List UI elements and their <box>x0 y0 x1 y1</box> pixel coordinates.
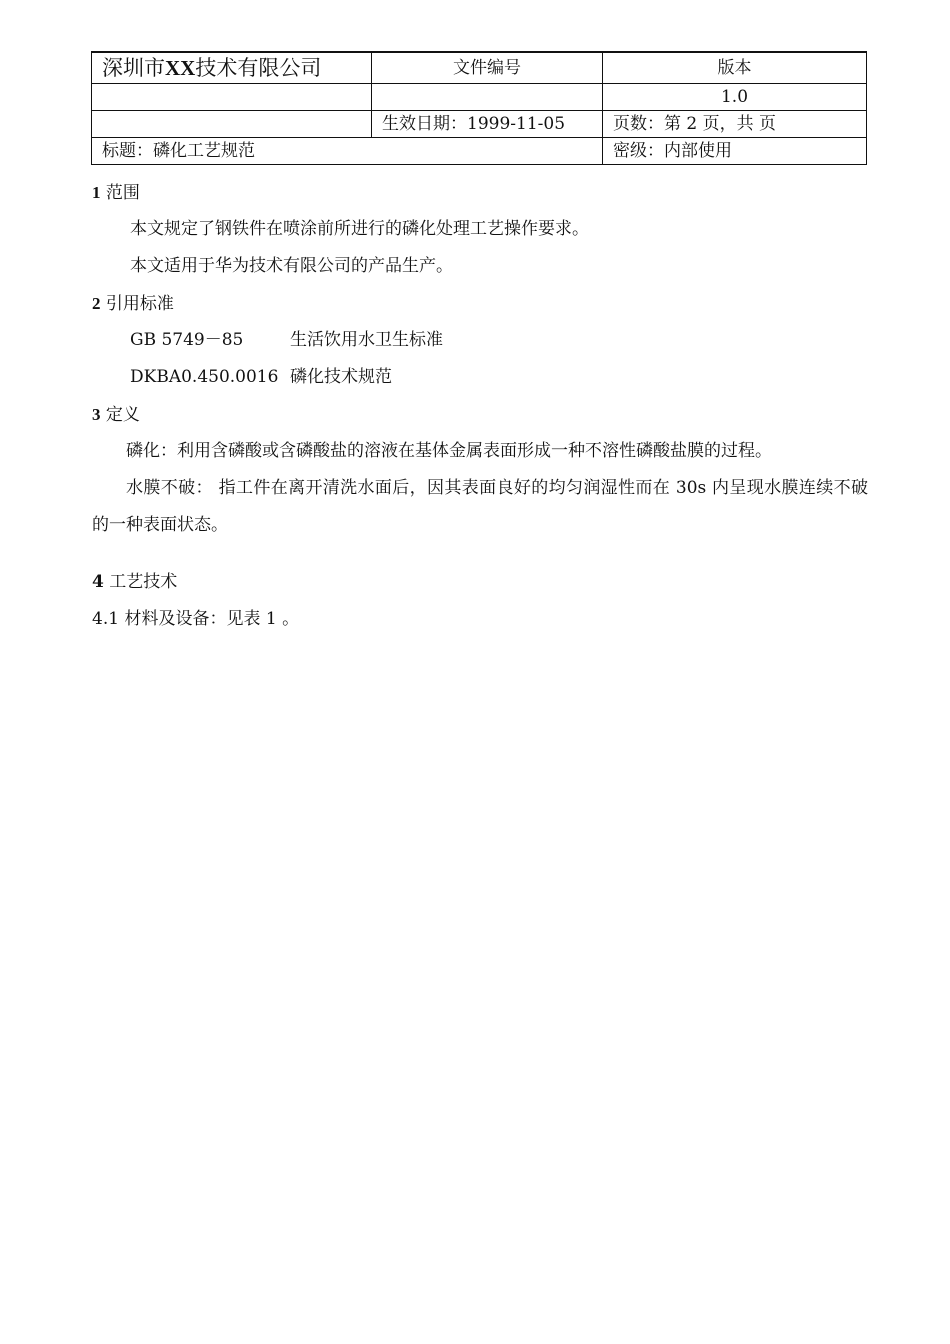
definition-water-break-free: 水膜不破： 指工件在离开清洗水面后，因其表面良好的均匀润湿性而在 30s 内呈现水膜连续不破的一种表面状态。 <box>92 478 868 535</box>
reference-standard-item <box>92 322 868 359</box>
reference-code: DKBA0.450.0016 <box>130 367 279 387</box>
document-body <box>92 174 868 638</box>
subsection-4-1: 4.1 材料及设备：见表 1 。 <box>92 609 300 629</box>
spacer <box>92 544 868 564</box>
security-level: 密级：内部使用 <box>603 138 867 165</box>
doc-number-label: 文件编号 <box>372 52 603 84</box>
version-value: 1.0 <box>603 84 867 111</box>
empty-cell <box>92 84 372 111</box>
doc-number-value <box>372 84 603 111</box>
reference-name: 磷化技术规范 <box>290 367 392 387</box>
page-count: 页数：第 2 页，共 页 <box>603 111 867 138</box>
section-1-paragraph: 本文适用于华为技术有限公司的产品生产。 <box>130 256 453 276</box>
section-1-paragraph: 本文规定了钢铁件在喷涂前所进行的磷化处理工艺操作要求。 <box>130 219 589 239</box>
version-label: 版本 <box>603 52 867 84</box>
reference-code: GB 5749－85 <box>130 330 244 350</box>
section-4-heading: 4 工艺技术 <box>92 572 178 592</box>
document-title: 标题：磷化工艺规范 <box>92 138 603 165</box>
company-name: 深圳市XX技术有限公司 <box>92 52 372 84</box>
definition-phosphating: 磷化：利用含磷酸或含磷酸盐的溶液在基体金属表面形成一种不溶性磷酸盐膜的过程。 <box>126 441 772 461</box>
section-2-heading: 2 引用标准 <box>92 294 174 314</box>
document-header-table <box>91 51 867 165</box>
section-1-heading: 1 范围 <box>92 183 140 203</box>
section-3-heading: 3 定义 <box>92 405 140 425</box>
effective-date: 生效日期：1999-11-05 <box>372 111 603 138</box>
reference-standard-item <box>92 359 868 396</box>
reference-name: 生活饮用水卫生标准 <box>290 330 443 350</box>
empty-cell <box>92 111 372 138</box>
